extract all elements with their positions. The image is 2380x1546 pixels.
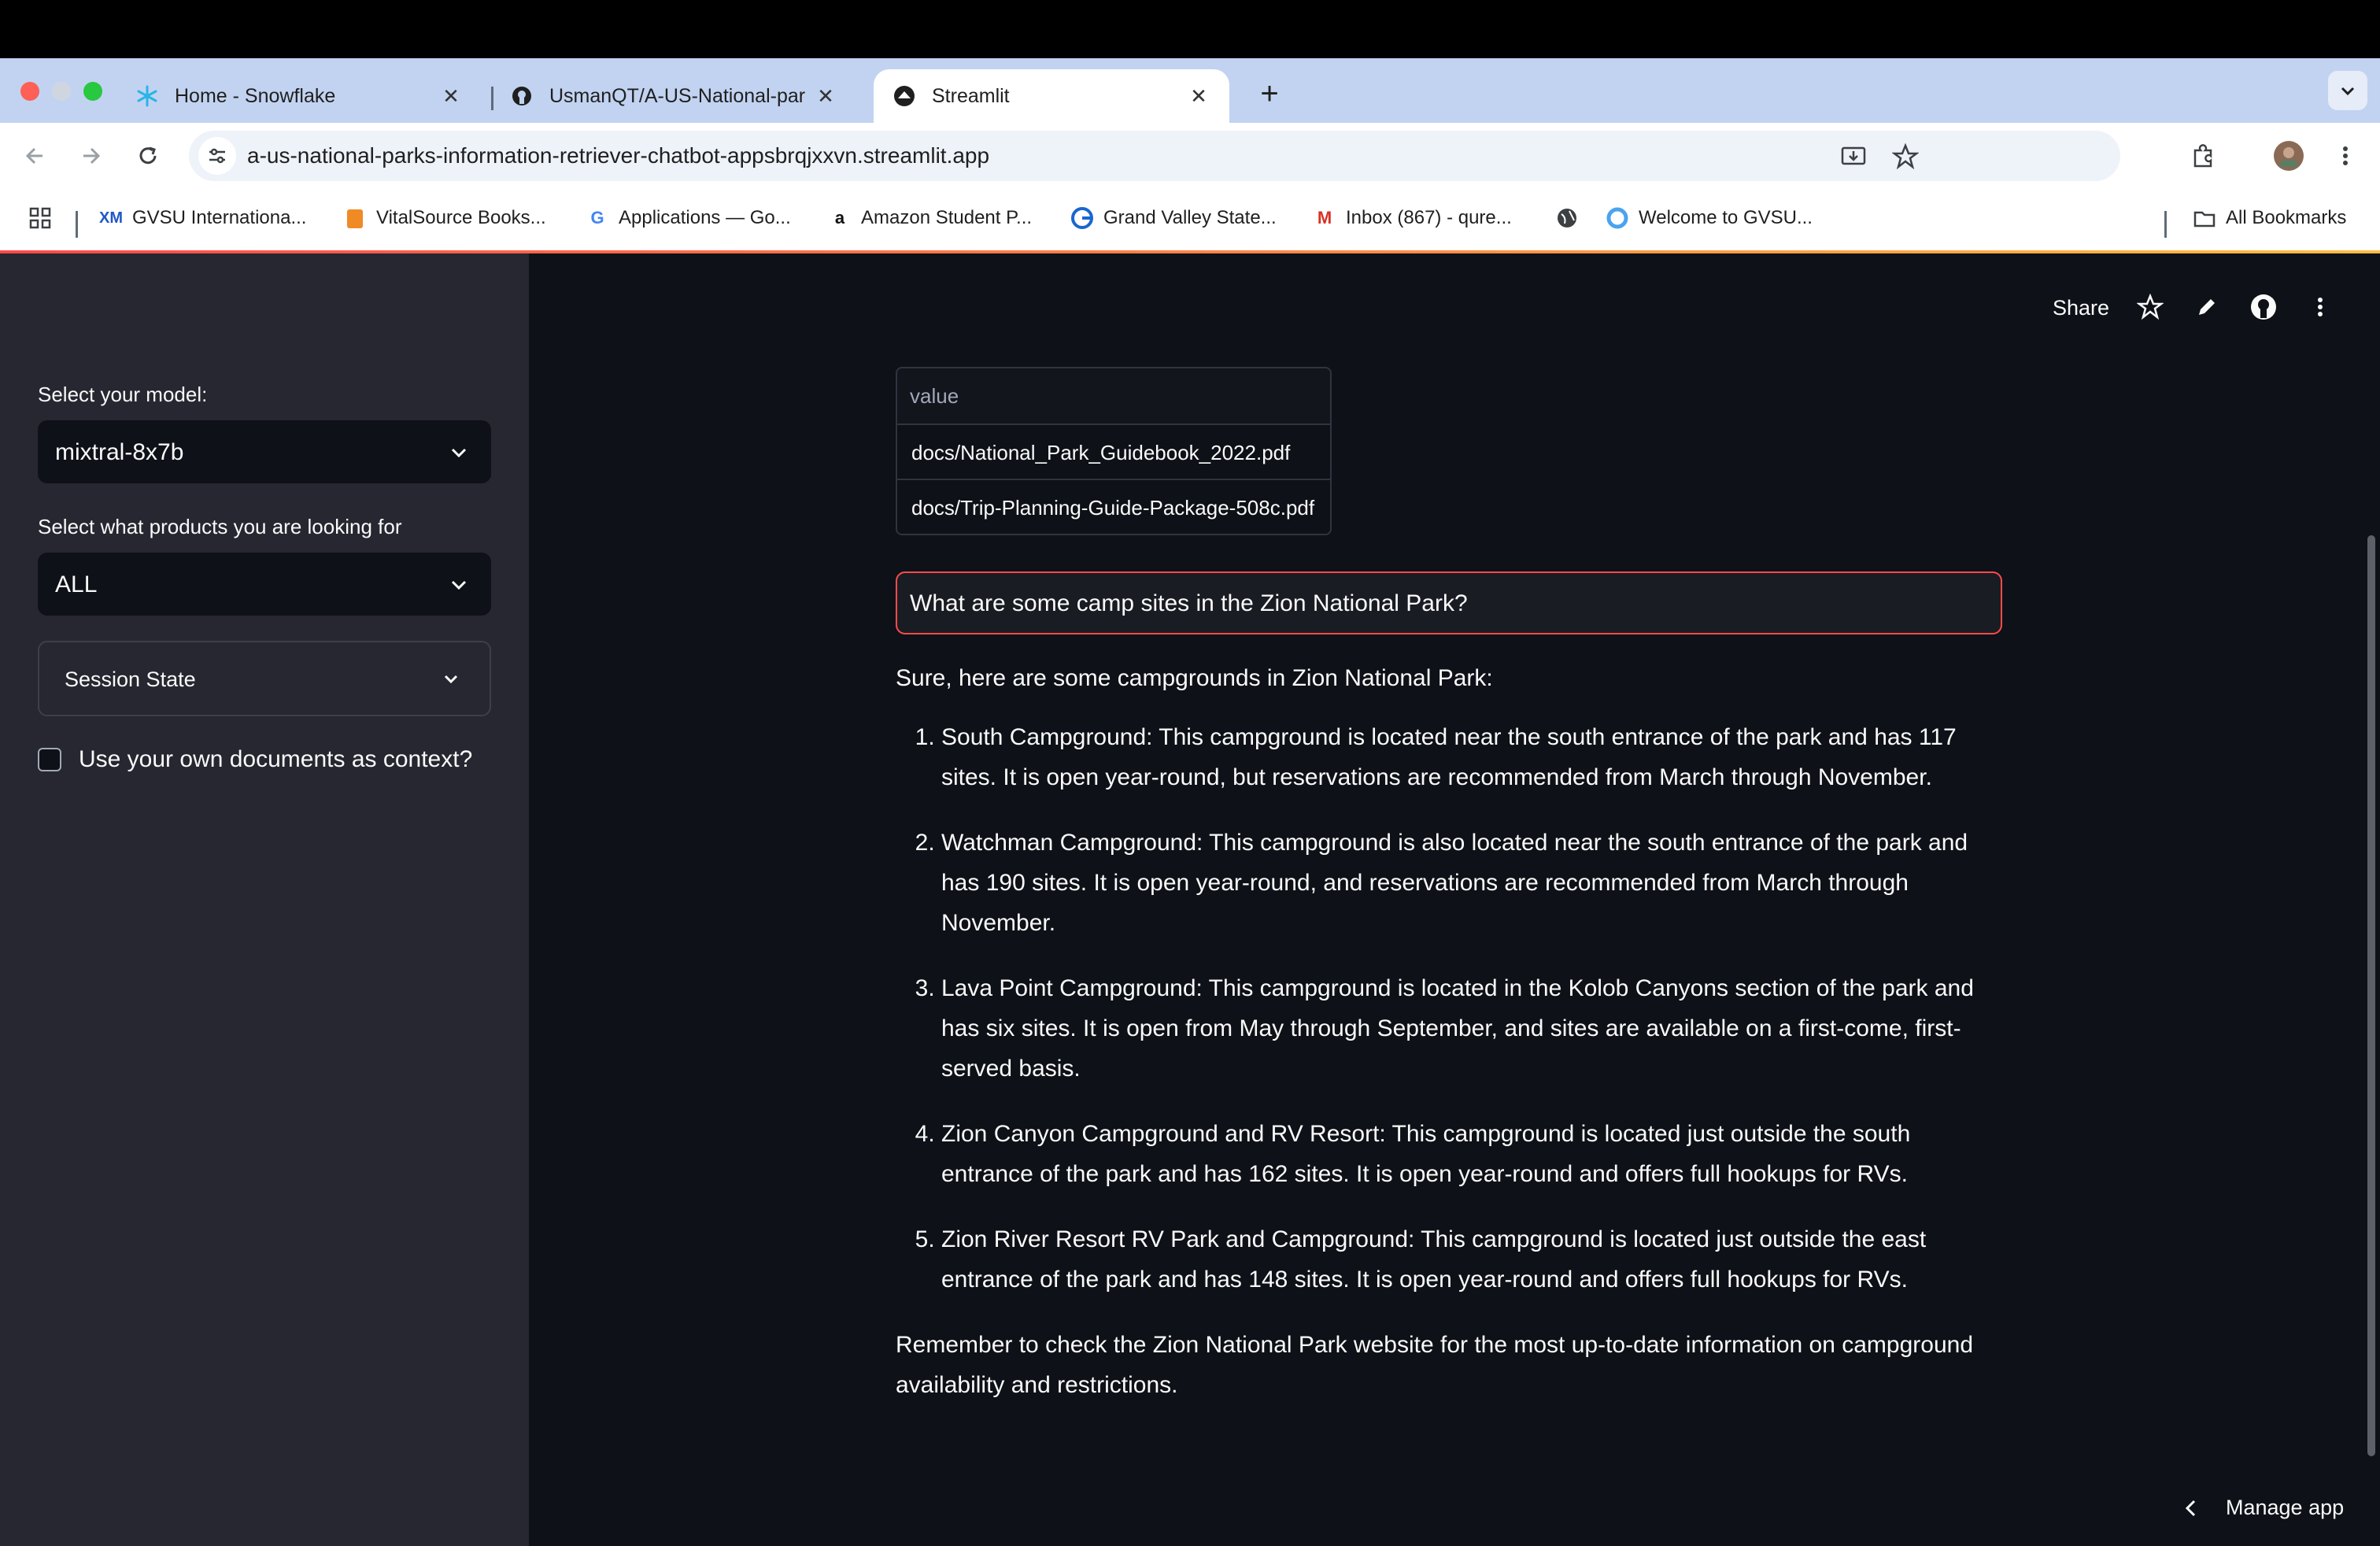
- list-item: 3. Lava Point Campground: This campground is located in the Kolob Canyons section of the park and has six sites. It is open from May through September, and sites are available on a first-come, first-served basis.: [941, 968, 1998, 1089]
- maximize-window-button[interactable]: [83, 82, 102, 101]
- user-question-text: What are some camp sites in the Zion National Park?: [910, 590, 1468, 616]
- bookmark-amazon-student[interactable]: [828, 206, 1032, 230]
- apps-grid-button[interactable]: [28, 206, 61, 230]
- tab-streamlit[interactable]: [874, 69, 1229, 123]
- bookmark-divider: [76, 211, 78, 238]
- bookmark-gmail-inbox[interactable]: [1313, 206, 1512, 230]
- forward-button[interactable]: [74, 139, 109, 173]
- puzzle-icon: [2190, 142, 2217, 169]
- reload-button[interactable]: [131, 139, 165, 173]
- bookmark-applications-google[interactable]: [586, 206, 791, 230]
- chevron-down-icon: [2338, 81, 2357, 100]
- bookmark-star-icon[interactable]: [1890, 142, 1920, 172]
- dataframe-row[interactable]: docs/National_Park_Guidebook_2022.pdf: [897, 425, 1330, 480]
- apps-grid-icon: [28, 206, 52, 230]
- kebab-menu-icon: [2334, 144, 2357, 168]
- session-state-expander[interactable]: [38, 641, 491, 716]
- bookmark-gvsu-international[interactable]: [99, 206, 306, 230]
- site-settings-icon[interactable]: [198, 137, 236, 175]
- user-question-box: [896, 571, 2002, 634]
- own-documents-label: Use your own documents as context?: [79, 746, 473, 772]
- chevron-down-icon: [447, 441, 471, 464]
- github-icon: [510, 84, 534, 108]
- tab-title: Streamlit: [932, 84, 1010, 107]
- bookmark-label: Applications — Go...: [619, 207, 791, 228]
- answer-outro: Remember to check the Zion National Park website for the most up-to-date information on campground availability and restrictions.: [896, 1332, 1974, 1398]
- bookmark-label: Inbox (867) - qure...: [1346, 207, 1512, 228]
- folder-icon: [2193, 206, 2216, 230]
- edit-pencil-icon[interactable]: [2191, 291, 2223, 323]
- manage-app-button[interactable]: [2180, 1496, 2344, 1520]
- bookmark-vitalsource[interactable]: [343, 206, 546, 230]
- browser-toolbar: [0, 123, 2380, 189]
- tab-search-button[interactable]: [2328, 71, 2367, 110]
- bookmark-label: GVSU Internationa...: [132, 207, 307, 228]
- bookmark-label: Welcome to GVSU...: [1639, 207, 1813, 228]
- arrow-right-icon: [79, 143, 104, 168]
- list-item: 5. Zion River Resort RV Park and Campground: This campground is located just outside the east entrance of the park and has 148 sites. It is open year-round and offers full hookups for RVs.: [941, 1219, 1998, 1300]
- own-documents-checkbox-row[interactable]: [38, 746, 472, 773]
- new-tab-button[interactable]: +: [1260, 76, 1279, 111]
- google-icon: G: [590, 208, 604, 227]
- list-item: 1. South Campground: This campground is located near the south entrance of the park and has 117 sites. It is open year-round, but reservations are recommended from March through November.: [941, 717, 1998, 797]
- install-app-icon[interactable]: [1839, 142, 1868, 172]
- dataframe-row[interactable]: docs/Trip-Planning-Guide-Package-508c.pdf: [911, 496, 1315, 520]
- system-menu-bar: [0, 0, 2380, 58]
- tab-title: UsmanQT/A-US-National-par: [549, 84, 806, 107]
- star-icon[interactable]: [2134, 291, 2166, 323]
- bookmark-label: Grand Valley State...: [1103, 207, 1277, 228]
- campground-list: [896, 717, 1998, 1300]
- gvsu-icon: [1070, 206, 1094, 230]
- manage-app-label: Manage app: [2226, 1496, 2345, 1519]
- arrow-left-icon: [22, 143, 47, 168]
- profile-avatar[interactable]: [2271, 139, 2306, 173]
- products-select-value: ALL: [55, 571, 98, 597]
- dataframe-header: value: [897, 368, 1330, 425]
- bookmark-divider: [2164, 211, 2167, 238]
- bookmark-grand-valley-state[interactable]: [1070, 206, 1277, 230]
- answer-intro: Sure, here are some campgrounds in Zion National Park:: [896, 665, 1493, 691]
- model-select[interactable]: [38, 420, 491, 483]
- list-item: 2. Watchman Campground: This campground is also located near the south entrance of the park and has 190 sites. It is open year-round, and reservations are recommended from March through November.: [941, 823, 1998, 943]
- tab-home-snowflake[interactable]: [135, 69, 482, 123]
- list-item: 4. Zion Canyon Campground and RV Resort: This campground is located just outside the south entrance of the park and has 162 sites. It is open year-round and offers full hookups for RVs.: [941, 1114, 1998, 1194]
- bookmark-welcome-gvsu[interactable]: [1606, 206, 1813, 230]
- bookmark-globe[interactable]: [1555, 206, 1588, 230]
- close-window-button[interactable]: [20, 82, 39, 101]
- amazon-icon: a: [834, 208, 845, 227]
- all-bookmarks-label: All Bookmarks: [2226, 207, 2347, 228]
- products-select-label: Select what products you are looking for: [38, 515, 402, 538]
- circle-logo-icon: [1606, 206, 1629, 230]
- gmail-icon: M: [1317, 208, 1332, 227]
- tab-strip: [0, 58, 2380, 123]
- address-bar[interactable]: [189, 131, 2120, 181]
- chevron-down-icon: [447, 573, 471, 597]
- chevron-down-icon: [439, 668, 463, 691]
- globe-icon: [1555, 206, 1579, 230]
- assistant-answer: [896, 658, 1998, 1405]
- sidebar: [0, 253, 529, 1546]
- extensions-button[interactable]: [2186, 139, 2221, 173]
- close-icon[interactable]: ✕: [442, 83, 460, 108]
- chevron-left-icon: [2180, 1497, 2202, 1519]
- avatar-icon: [2273, 140, 2304, 172]
- browser-chrome: [0, 58, 2380, 252]
- minimize-window-button[interactable]: [52, 82, 71, 101]
- tab-divider: [491, 87, 493, 110]
- streamlit-icon: [893, 84, 916, 108]
- session-state-label: Session State: [65, 668, 196, 691]
- model-select-value: mixtral-8x7b: [55, 439, 184, 465]
- all-bookmarks-button[interactable]: [2193, 206, 2346, 230]
- url-text: a-us-national-parks-information-retriever-chatbot-appsbrqjxxvn.streamlit.app: [247, 143, 990, 168]
- tab-title: Home - Snowflake: [175, 84, 336, 107]
- app-menu-icon[interactable]: [2304, 291, 2336, 323]
- back-button[interactable]: [17, 139, 52, 173]
- bookmark-label: VitalSource Books...: [376, 207, 546, 228]
- model-select-label: Select your model:: [38, 383, 208, 406]
- xm-icon: XM: [99, 209, 123, 227]
- main-scrollbar[interactable]: [2367, 535, 2375, 1456]
- github-icon[interactable]: [2248, 291, 2279, 323]
- sources-dataframe: [896, 367, 1332, 535]
- snowflake-icon: [135, 84, 159, 108]
- close-icon[interactable]: ✕: [817, 83, 834, 108]
- products-select[interactable]: [38, 553, 491, 616]
- bookmarks-bar: [0, 189, 2380, 252]
- browser-menu-button[interactable]: [2328, 139, 2363, 173]
- share-button[interactable]: Share: [2053, 296, 2110, 320]
- tab-github[interactable]: [510, 69, 856, 123]
- reload-icon: [135, 143, 161, 168]
- close-icon[interactable]: ✕: [1190, 83, 1207, 108]
- vitalsource-icon: [343, 206, 367, 230]
- own-documents-checkbox[interactable]: [38, 748, 61, 771]
- bookmark-label: Amazon Student P...: [861, 207, 1033, 228]
